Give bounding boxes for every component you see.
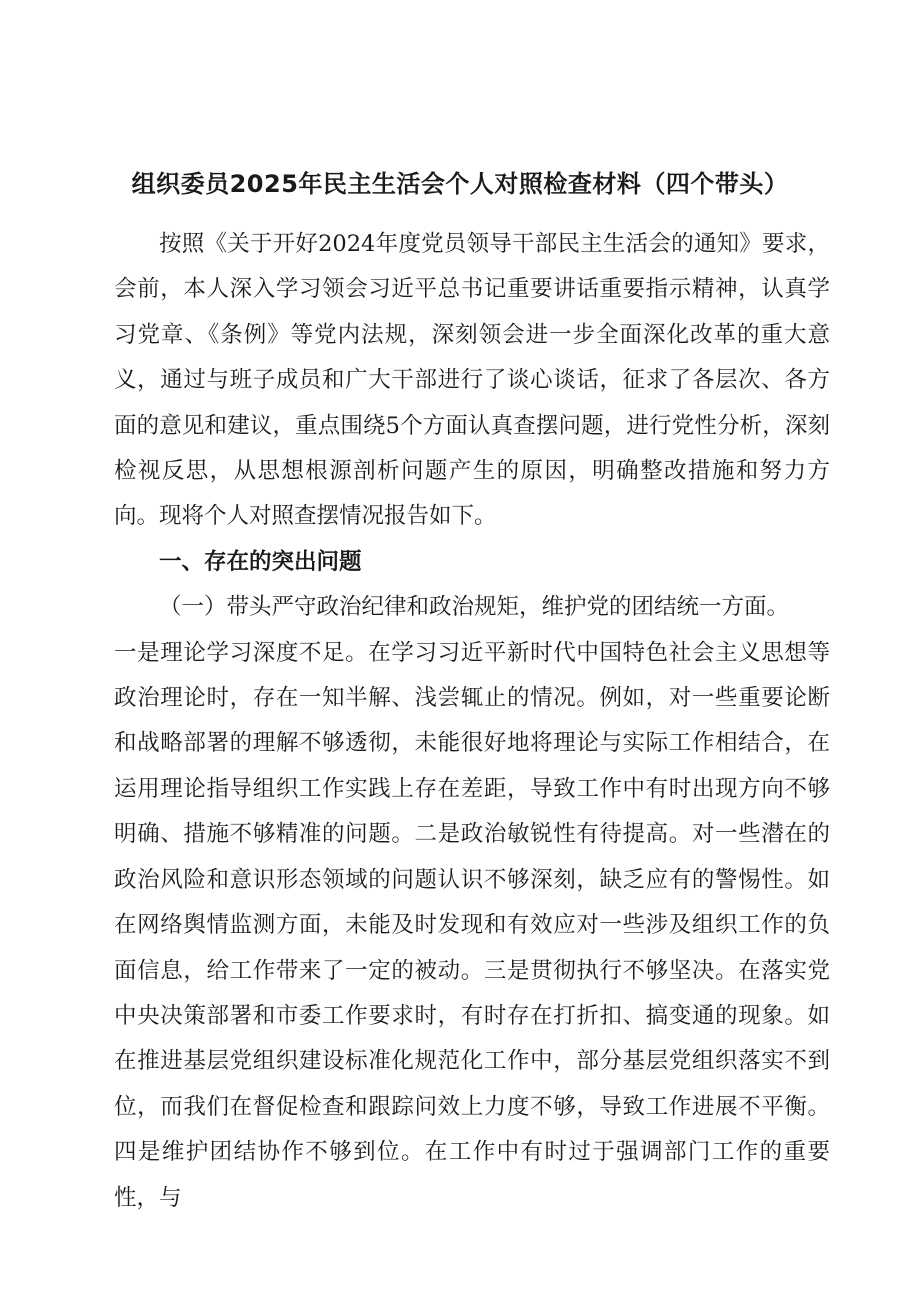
intro-paragraph: 按照《关于开好2024年度党员领导干部民主生活会的通知》要求，会前，本人深入学习领会习近平总书记重要讲话重要指示精神，认真学习党章、《条例》等党内法规，深刻领会进一步全面深化改革的重大意义，通过与班子成员和广大干部进行了谈心谈话，征求了各层次、各方面的意见和建议，重点围绕5个方面认真查摆问题，进行党性分析，深刻检视反思，从思想根源剖析问题产生的原因，明确整改措施和努力方向。现将个人对照查摆情况报告如下。 — [114, 231, 830, 530]
document-title: 组织委员2025年民主生活会个人对照检查材料（四个带头） — [131, 170, 789, 198]
document-body — [114, 222, 830, 1221]
section-heading: 一、存在的突出问题 — [159, 548, 362, 575]
subsection-heading: （一）带头严守政治纪律和政治规矩，维护党的团结统一方面。 — [159, 594, 790, 621]
subsection-body-paragraph: 一是理论学习深度不足。在学习习近平新时代中国特色社会主义思想等政治理论时，存在一知半解、浅尝辄止的情况。例如，对一些重要论断和战略部署的理解不够透彻，未能很好地将理论与实际工作相结合，在运用理论指导组织工作实践上存在差距，导致工作中有时出现方向不够明确、措施不够精准的问题。二是政治敏锐性有待提高。对一些潜在的政治风险和意识形态领域的问题认识不够深刻，缺乏应有的警惕性。如在网络舆情监测方面，未能及时发现和有效应对一些涉及组织工作的负面信息，给工作带来了一定的被动。三是贯彻执行不够坚决。在落实党中央决策部署和市委工作要求时，有时存在打折扣、搞变通的现象。如在推进基层党组织建设标准化规范化工作中，部分基层党组织落实不到位，而我们在督促检查和跟踪问效上力度不够，导致工作进展不平衡。四是维护团结协作不够到位。在工作中有时过于强调部门工作的重要性，与 — [114, 639, 830, 1211]
